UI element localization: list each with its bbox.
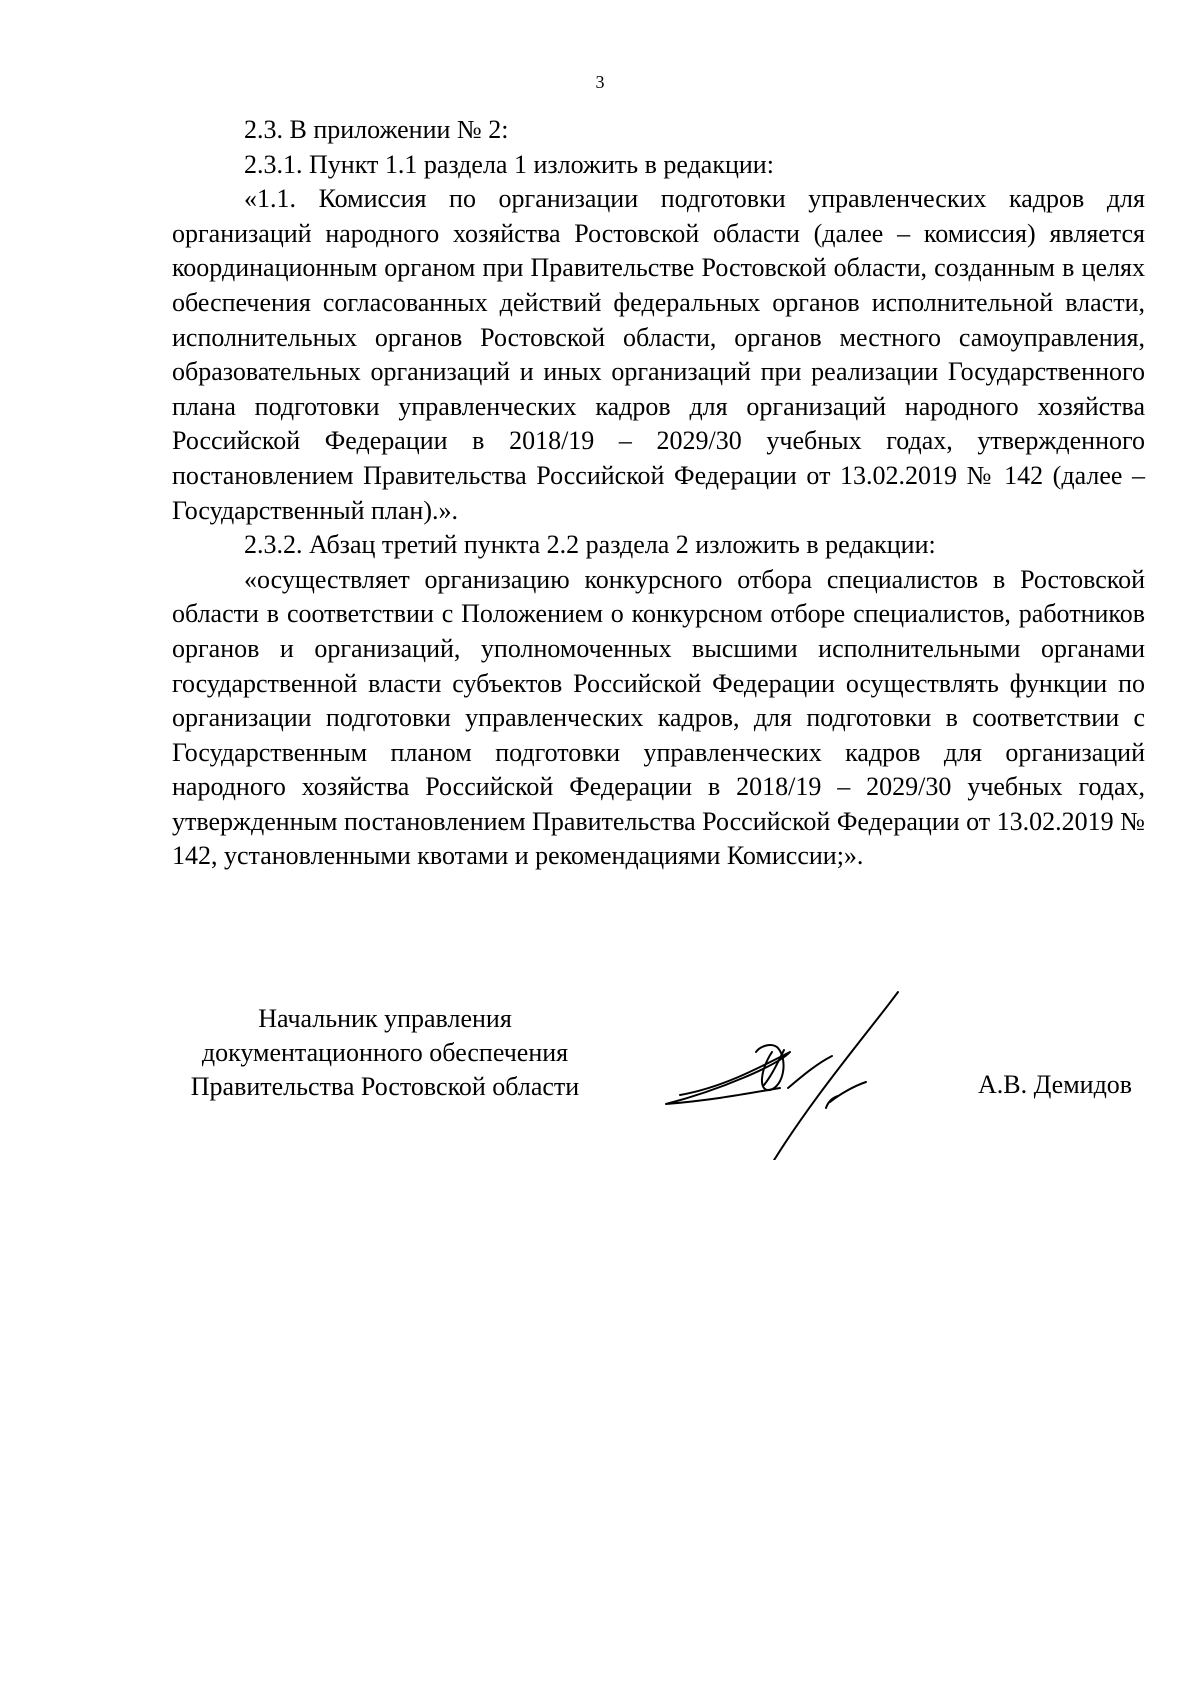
page-number: 3 bbox=[595, 72, 605, 92]
signatory-position-line: Правительства Ростовской области bbox=[190, 1072, 580, 1101]
signatory-position-line: документационного обеспечения bbox=[201, 1038, 569, 1067]
paragraph-quoted-abzac: «осуществляет организацию конкурсного отбора специалистов в Ростовской области в соответствии с Положением о конкурсном отборе специалистов, работников органов и организаций, уполномоченных высшими исполнительными органами государственной власти субъектов Российской Федерации осуществлять функции по организации подготовки управленческих кадров, для подготовки в соответствии с Государственным планом подготовки управленческих кадров для организаций народного хозяйства Российской Федерации в 2018/19 – 2029/30 учебных годах, утвержденным постановлением Правительства Российской Федерации от 13.02.2019 № 142, установленными квотами и рекомендациями Комиссии;». bbox=[172, 564, 1145, 871]
paragraph-2-3-1: 2.3.1. Пункт 1.1 раздела 1 изложить в редакции: bbox=[244, 149, 774, 179]
handwritten-signature bbox=[660, 990, 960, 1160]
signatory-position-line: Начальник управления bbox=[258, 1004, 512, 1033]
signatory-position bbox=[160, 1002, 610, 1104]
paragraph-2-3: 2.3. В приложении № 2: bbox=[244, 115, 509, 144]
paragraph-quoted-1-1: «1.1. Комиссия по организации подготовки управленческих кадров для организаций народного хозяйства Ростовской области (далее – комиссия) является координационным органом при Правительстве Ростовской области, созданным в целях обеспечения согласованных действий федеральных органов исполнительной власти, исполнительных органов Ростовской области, органов местного самоуправления, образовательных организаций и иных организаций при реализации Государственного плана подготовки управленческих кадров для организаций народного хозяйства Российской Федерации в 2018/19 – 2029/30 учебных годах, утвержденного постановлением Правительства Российской Федерации от 13.02.2019 № 142 (далее – Государственный план).». bbox=[172, 184, 1145, 525]
signatory-name: А.В. Демидов bbox=[978, 1070, 1133, 1099]
paragraph-2-3-2: 2.3.2. Абзац третий пункта 2.2 раздела 2 изложить в редакции: bbox=[244, 530, 936, 560]
